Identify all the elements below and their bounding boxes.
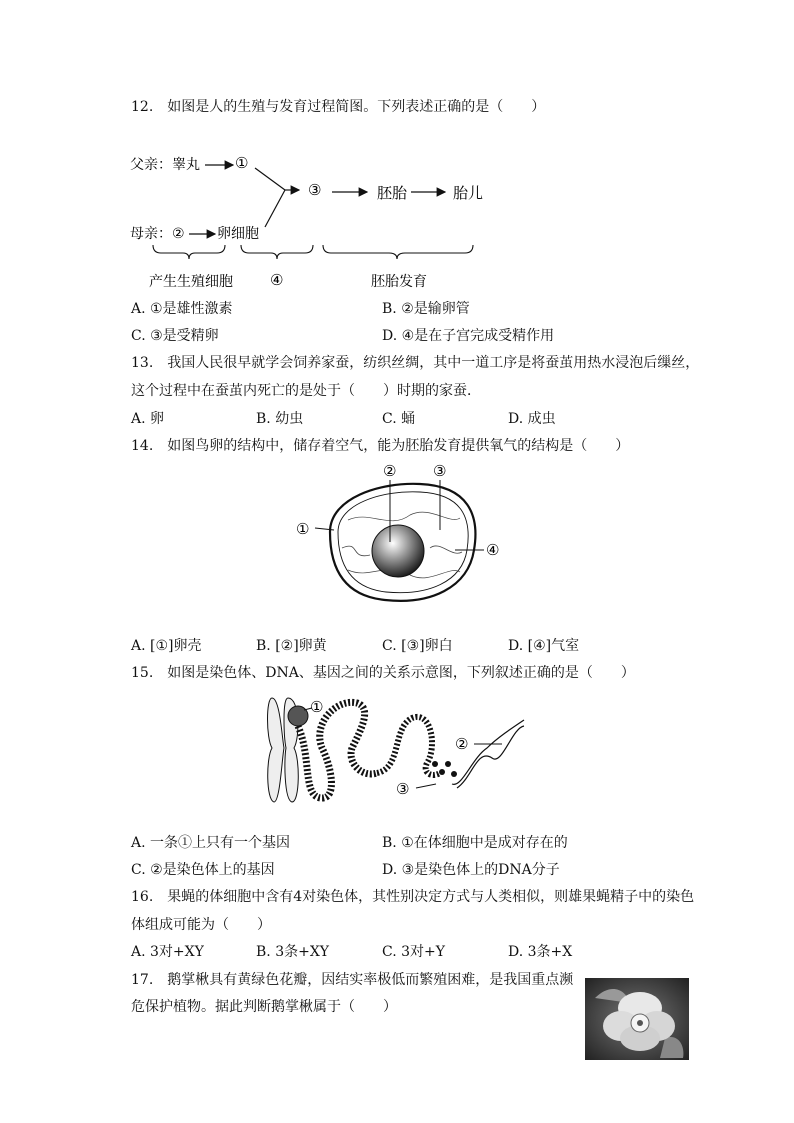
q16-option-b[interactable]: B. 3条+XY — [256, 944, 330, 960]
q14-option-c[interactable]: C. [③]卵白 — [382, 638, 453, 654]
q12-stem: 12. 如图是人的生殖与发育过程简图。下列表述正确的是（ ） — [131, 99, 546, 115]
q13-stem-line2: 这个过程中在蚕茧内死亡的是处于（ ）时期的家蚕． — [131, 383, 481, 399]
egg-yolk — [372, 525, 424, 577]
egg-diagram — [290, 460, 510, 610]
chrom-label-1: ① — [310, 698, 324, 716]
q14-option-b[interactable]: B. [②]卵黄 — [256, 638, 327, 654]
chrom-label-2: ② — [455, 735, 469, 753]
q12-option-d[interactable]: D. ④是在子宫完成受精作用 — [382, 328, 555, 344]
q15-stem: 15. 如图是染色体、DNA、基因之间的关系示意图，下列叙述正确的是（ ） — [131, 665, 635, 681]
chromosome-diagram — [262, 688, 532, 808]
brace-embryo — [323, 245, 473, 259]
q16-stem-line1: 16. 果蝇的体细胞中含有4对染色体，其性别决定方式与人类相似，则雄果蝇精子中的染色 — [131, 889, 695, 905]
q14-stem: 14. 如图鸟卵的结构中，储存着空气，能为胚胎发育提供氧气的结构是（ ） — [131, 438, 630, 454]
brace2-label: ④ — [270, 271, 284, 289]
dna-coil-1 — [298, 702, 377, 798]
line-egg — [265, 190, 285, 227]
chromosome-zoom — [288, 706, 308, 726]
brace3-label: 胚胎发育 — [371, 274, 427, 290]
circle-3: ③ — [308, 181, 322, 199]
chromatid-left — [268, 698, 285, 802]
egg-label-2: ② — [383, 462, 397, 480]
mother-label: 母亲：② — [130, 226, 185, 242]
egg-label-3: ③ — [433, 462, 447, 480]
dna-coil-2 — [377, 717, 440, 775]
q13-option-a[interactable]: A. 卵 — [131, 411, 165, 427]
nucleosome — [451, 771, 457, 777]
q14-option-d[interactable]: D. [④]气室 — [508, 638, 580, 654]
q16-stem-line2: 体组成可能为（ ） — [131, 917, 271, 933]
q15-option-a[interactable]: A. 一条①上只有一个基因 — [131, 835, 291, 851]
q12-option-b[interactable]: B. ②是输卵管 — [382, 301, 470, 317]
nucleosome — [439, 769, 445, 775]
tulip-tree-flower-photo — [585, 978, 689, 1060]
circle-1: ① — [235, 154, 249, 172]
nucleosome — [432, 761, 438, 767]
egg-label: 卵细胞 — [217, 226, 259, 242]
q13-option-b[interactable]: B. 幼虫 — [256, 411, 304, 427]
q12-option-a[interactable]: A. ①是雄性激素 — [131, 301, 233, 317]
q13-stem-line1: 13. 我国人民很早就学会饲养家蚕，纺织丝绸，其中一道工序是将蚕茧用热水浸泡后缫丝， — [131, 355, 700, 371]
pistil — [637, 1020, 643, 1026]
q15-option-d[interactable]: D. ③是染色体上的DNA分子 — [382, 862, 560, 878]
egg-label-1: ① — [296, 520, 310, 538]
q17-stem-line1: 17. 鹅掌楸具有黄绿色花瓣，因结实率极低而繁殖困难，是我国重点濒 — [131, 972, 574, 988]
q16-option-d[interactable]: D. 3条+X — [508, 944, 573, 960]
fetus-label: 胎儿 — [453, 184, 484, 202]
egg-label-4: ④ — [486, 541, 500, 559]
embryo-label: 胚胎 — [377, 184, 408, 202]
brace-4 — [241, 245, 313, 259]
q15-option-c[interactable]: C. ②是染色体上的基因 — [131, 862, 275, 878]
q13-option-c[interactable]: C. 蛹 — [382, 411, 416, 427]
father-label: 父亲：睾丸 — [130, 157, 200, 173]
q14-option-a[interactable]: A. [①]卵壳 — [131, 638, 202, 654]
q13-option-d[interactable]: D. 成虫 — [508, 411, 556, 427]
nucleosome — [445, 761, 451, 767]
q15-option-b[interactable]: B. ①在体细胞中是成对存在的 — [382, 835, 568, 851]
q17-stem-line2: 危保护植物。据此判断鹅掌楸属于（ ） — [131, 999, 397, 1015]
pointer-3 — [416, 784, 436, 788]
brace-gametes — [153, 245, 225, 259]
q16-option-a[interactable]: A. 3对+XY — [131, 944, 204, 960]
q12-option-c[interactable]: C. ③是受精卵 — [131, 328, 219, 344]
brace1-label: 产生生殖细胞 — [149, 274, 233, 290]
q16-option-c[interactable]: C. 3对+Y — [382, 944, 445, 960]
q12-diagram — [125, 145, 505, 295]
chrom-label-3: ③ — [396, 780, 410, 798]
line-sperm — [255, 168, 285, 190]
